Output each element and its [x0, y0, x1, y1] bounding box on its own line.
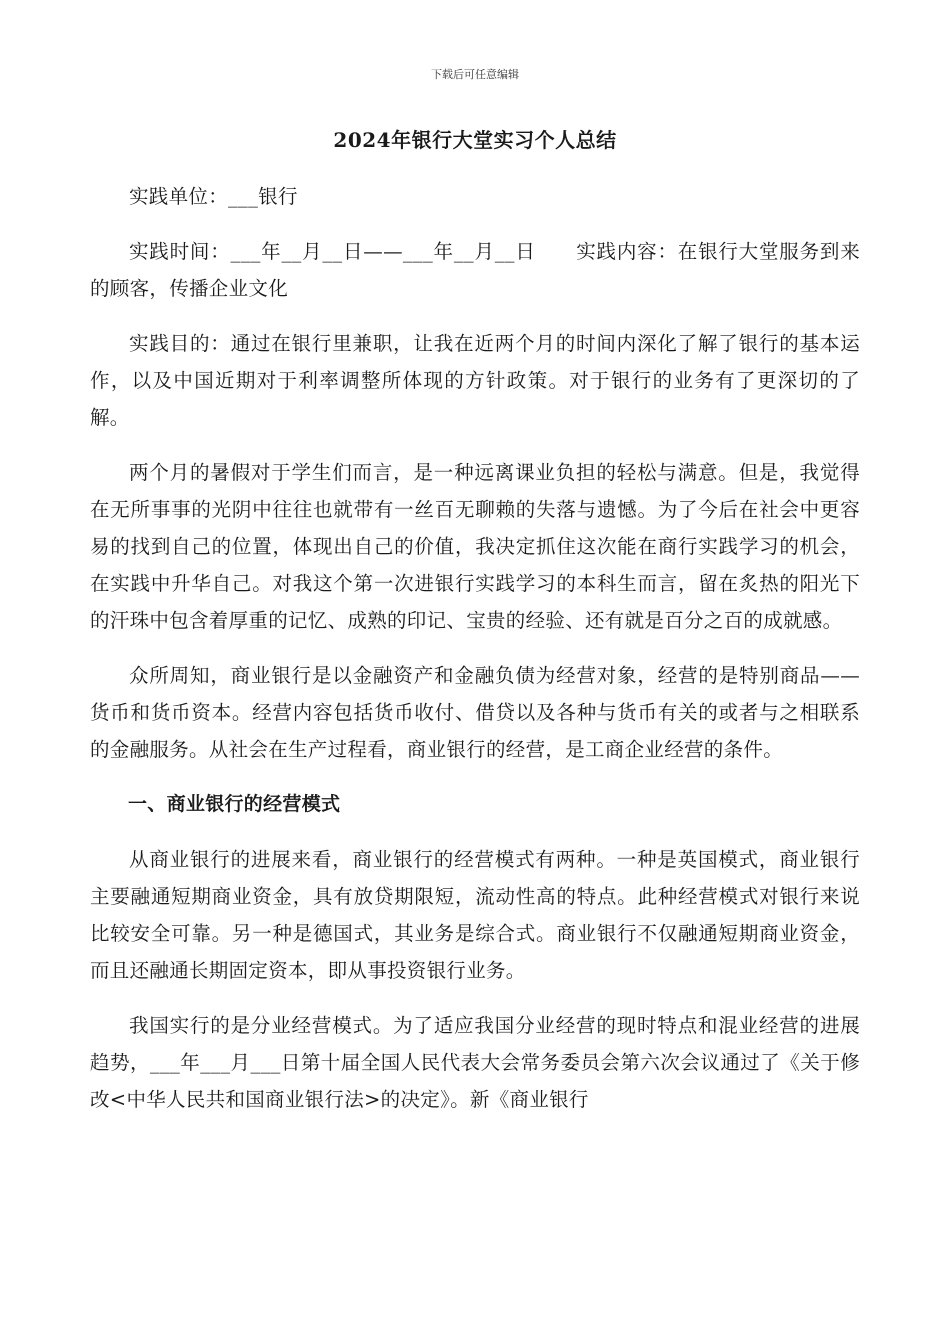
practice-time-content: 实践时间：___年__月__日——___年__月__日 实践内容：在银行大堂服务到来的顾客，传播企业文化: [90, 240, 860, 300]
document-body: [90, 178, 860, 1136]
paragraph-commercial-bank: 众所周知，商业银行是以金融资产和金融负债为经营对象，经营的是特别商品——货币和货币资本。经营内容包括货币收付、借贷以及各种与货币有关的或者与之相联系的金融服务。从社会在生产过程看，商业银行的经营，是工商企业经营的条件。: [90, 664, 860, 761]
paragraph-china-model: 我国实行的是分业经营模式。为了适应我国分业经营的现时特点和混业经营的进展趋势，___年___月___日第十届全国人民代表大会常务委员会第六次会议通过了《关于修改<中华人民共和国商业银行法>的决定》。新《商业银行: [90, 1014, 860, 1111]
paragraph-business-models: 从商业银行的进展来看，商业银行的经营模式有两种。一种是英国模式，商业银行主要融通短期商业资金，具有放贷期限短，流动性高的特点。此种经营模式对银行来说比较安全可靠。另一种是德国式，其业务是综合式。商业银行不仅融通短期商业资金，而且还融通长期固定资本，即从事投资银行业务。: [90, 848, 860, 982]
paragraph-purpose: 实践目的：通过在银行里兼职，让我在近两个月的时间内深化了解了银行的基本运作，以及中国近期对于利率调整所体现的方针政策。对于银行的业务有了更深切的了解。: [90, 332, 860, 429]
practice-unit: 实践单位：___银行: [129, 185, 298, 208]
header-note: 下载后可任意编辑: [431, 68, 519, 81]
section-heading: 一、商业银行的经营模式: [128, 793, 341, 815]
document-title: 2024年银行大堂实习个人总结: [333, 128, 617, 152]
paragraph-summer: 两个月的暑假对于学生们而言，是一种远离课业负担的轻松与满意。但是，我觉得在无所事事的光阴中往往也就带有一丝百无聊赖的失落与遗憾。为了今后在社会中更容易的找到自己的位置，体现出自己的价值，我决定抓住这次能在商行实践学习的机会，在实践中升华自己。对我这个第一次进银行实践学习的本科生而言，留在炙热的阳光下的汗珠中包含着厚重的记忆、成熟的印记、宝贵的经验、还有就是百分之百的成就感。: [90, 461, 860, 632]
